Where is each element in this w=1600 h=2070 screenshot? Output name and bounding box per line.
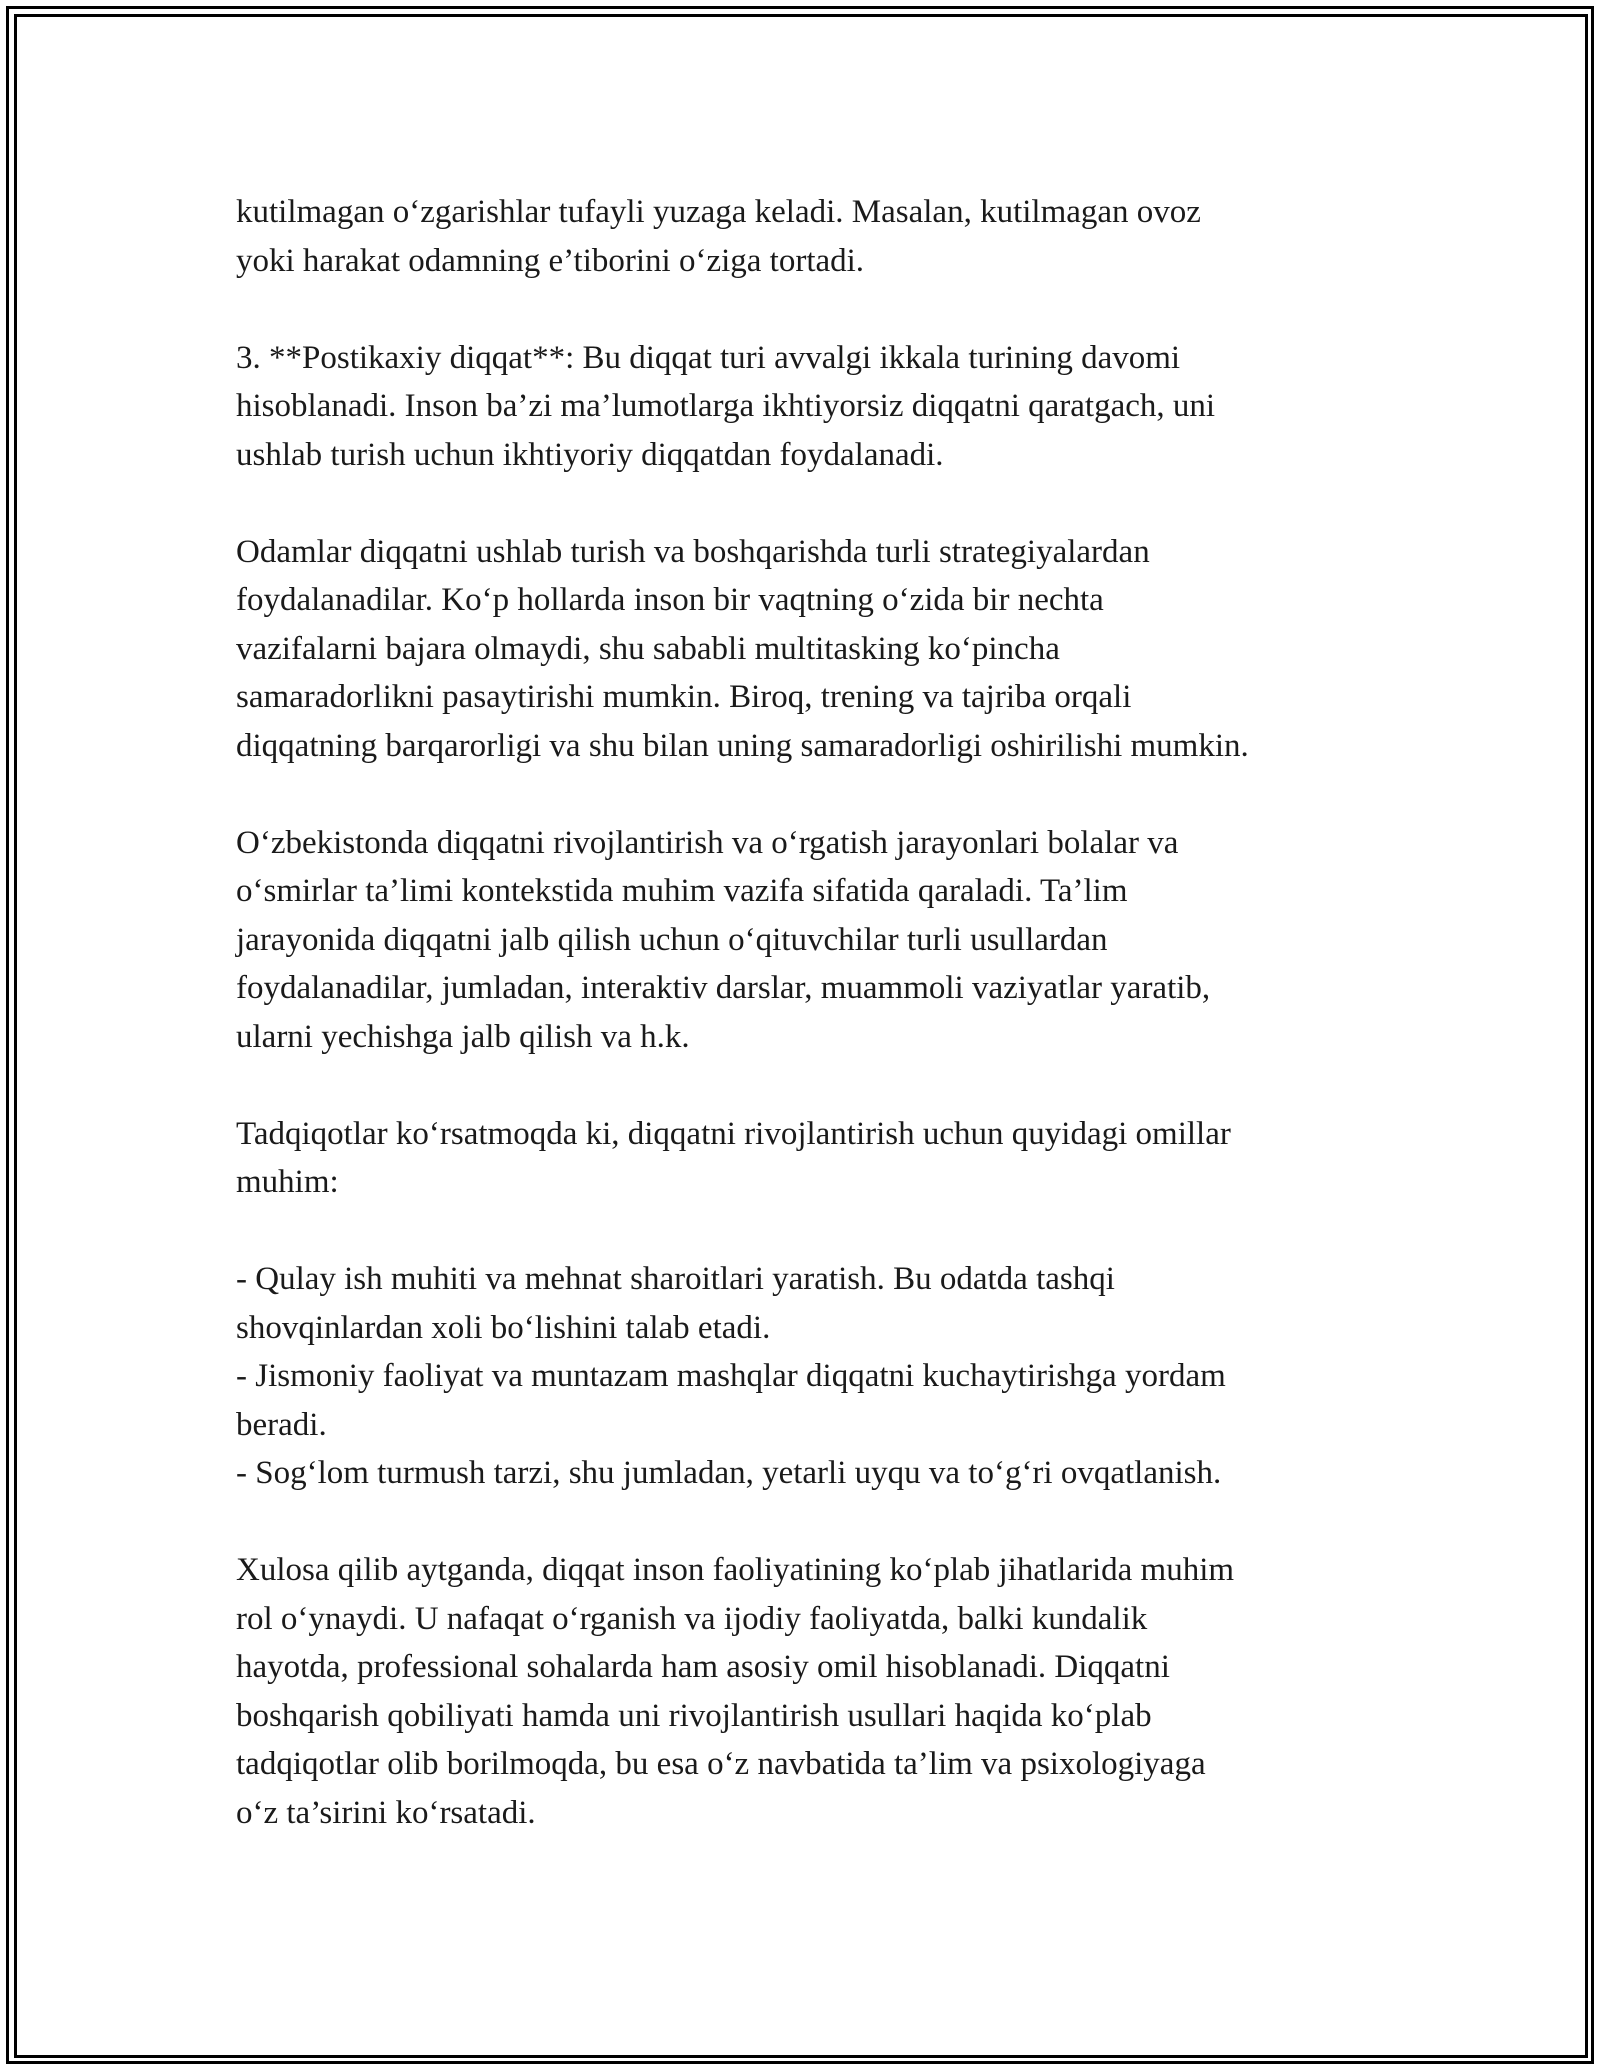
text-line: hisoblanadi. Inson ba’zi ma’lumotlarga ikhtiyorsiz diqqatni qaratgach, uni (236, 388, 1216, 424)
text-line: 3. **Postikaxiy diqqat**: Bu diqqat turi avvalgi ikkala turining davomi (236, 339, 1181, 376)
text-line: vazifalarni bajara olmaydi, shu sababli multitasking ko‘pincha (236, 630, 1060, 667)
text-line: o‘z ta’sirini ko‘rsatadi. (236, 1794, 536, 1831)
text-line: boshqarish qobiliyati hamda uni rivojlantirish usullari haqida ko‘plab (236, 1697, 1152, 1734)
text-line: o‘smirlar ta’limi kontekstida muhim vazifa sifatida qaraladi. Ta’lim (236, 873, 1128, 909)
paragraph-uzbekistan (236, 819, 1396, 1062)
list-item: - Sog‘lom turmush tarzi, shu jumladan, yetarli uyqu va to‘g‘ri ovqatlanish. (236, 1455, 1222, 1491)
text-line: ushlab turish uchun ikhtiyoriy diqqatdan foydalanadi. (236, 436, 944, 473)
text-line: foydalanadilar, jumladan, interaktiv darslar, muammoli vaziyatlar yaratib, (236, 970, 1211, 1006)
paragraph-postikaxiy (236, 334, 1396, 480)
text-line: diqqatning barqarorligi va shu bilan uning samaradorligi oshirilishi mumkin. (236, 727, 1249, 764)
text-line: foydalanadilar. Ko‘p hollarda inson bir vaqtning o‘zida bir nechta (236, 582, 1104, 618)
list-item: - Qulay ish muhiti va mehnat sharoitlari yaratish. Bu odatda tashqi (236, 1261, 1115, 1297)
text-line: samaradorlikni pasaytirishi mumkin. Biroq, trening va tajriba orqali (236, 679, 1132, 715)
text-line: rol o‘ynaydi. U nafaqat o‘rganish va ijodiy faoliyatda, balki kundalik (236, 1600, 1148, 1637)
list-item-continuation: beradi. (236, 1406, 327, 1443)
document-body (236, 188, 1396, 1886)
text-line: hayotda, professional sohalarda ham asosiy omil hisoblanadi. Diqqatni (236, 1649, 1170, 1685)
text-line: jarayonida diqqatni jalb qilish uchun o‘qituvchilar turli usullardan (236, 921, 1108, 958)
paragraph-strategies (236, 528, 1396, 771)
text-line: kutilmagan o‘zgarishlar tufayli yuzaga keladi. Masalan, kutilmagan ovoz (236, 194, 1201, 230)
text-line: tadqiqotlar olib borilmoqda, bu esa o‘z navbatida ta’lim va psixologiyaga (236, 1746, 1206, 1782)
list-item-continuation: shovqinlardan xoli bo‘lishini talab etadi. (236, 1309, 771, 1346)
paragraph-continuation (236, 188, 1396, 285)
text-line: muhim: (236, 1164, 339, 1200)
text-line: O‘zbekistonda diqqatni rivojlantirish va o‘rgatish jarayonlari bolalar va (236, 824, 1179, 861)
paragraph-research (236, 1110, 1396, 1207)
paragraph-conclusion (236, 1546, 1396, 1837)
text-line: Tadqiqotlar ko‘rsatmoqda ki, diqqatni rivojlantirish uchun quyidagi omillar (236, 1115, 1231, 1152)
factor-list (236, 1255, 1396, 1498)
text-line: Xulosa qilib aytganda, diqqat inson faoliyatining ko‘plab jihatlarida muhim (236, 1552, 1235, 1588)
list-item: - Jismoniy faoliyat va muntazam mashqlar diqqatni kuchaytirishga yordam (236, 1358, 1226, 1394)
text-line: yoki harakat odamning e’tiborini o‘ziga tortadi. (236, 242, 865, 279)
text-line: Odamlar diqqatni ushlab turish va boshqarishda turli strategiyalardan (236, 533, 1150, 570)
text-line: ularni yechishga jalb qilish va h.k. (236, 1018, 690, 1055)
